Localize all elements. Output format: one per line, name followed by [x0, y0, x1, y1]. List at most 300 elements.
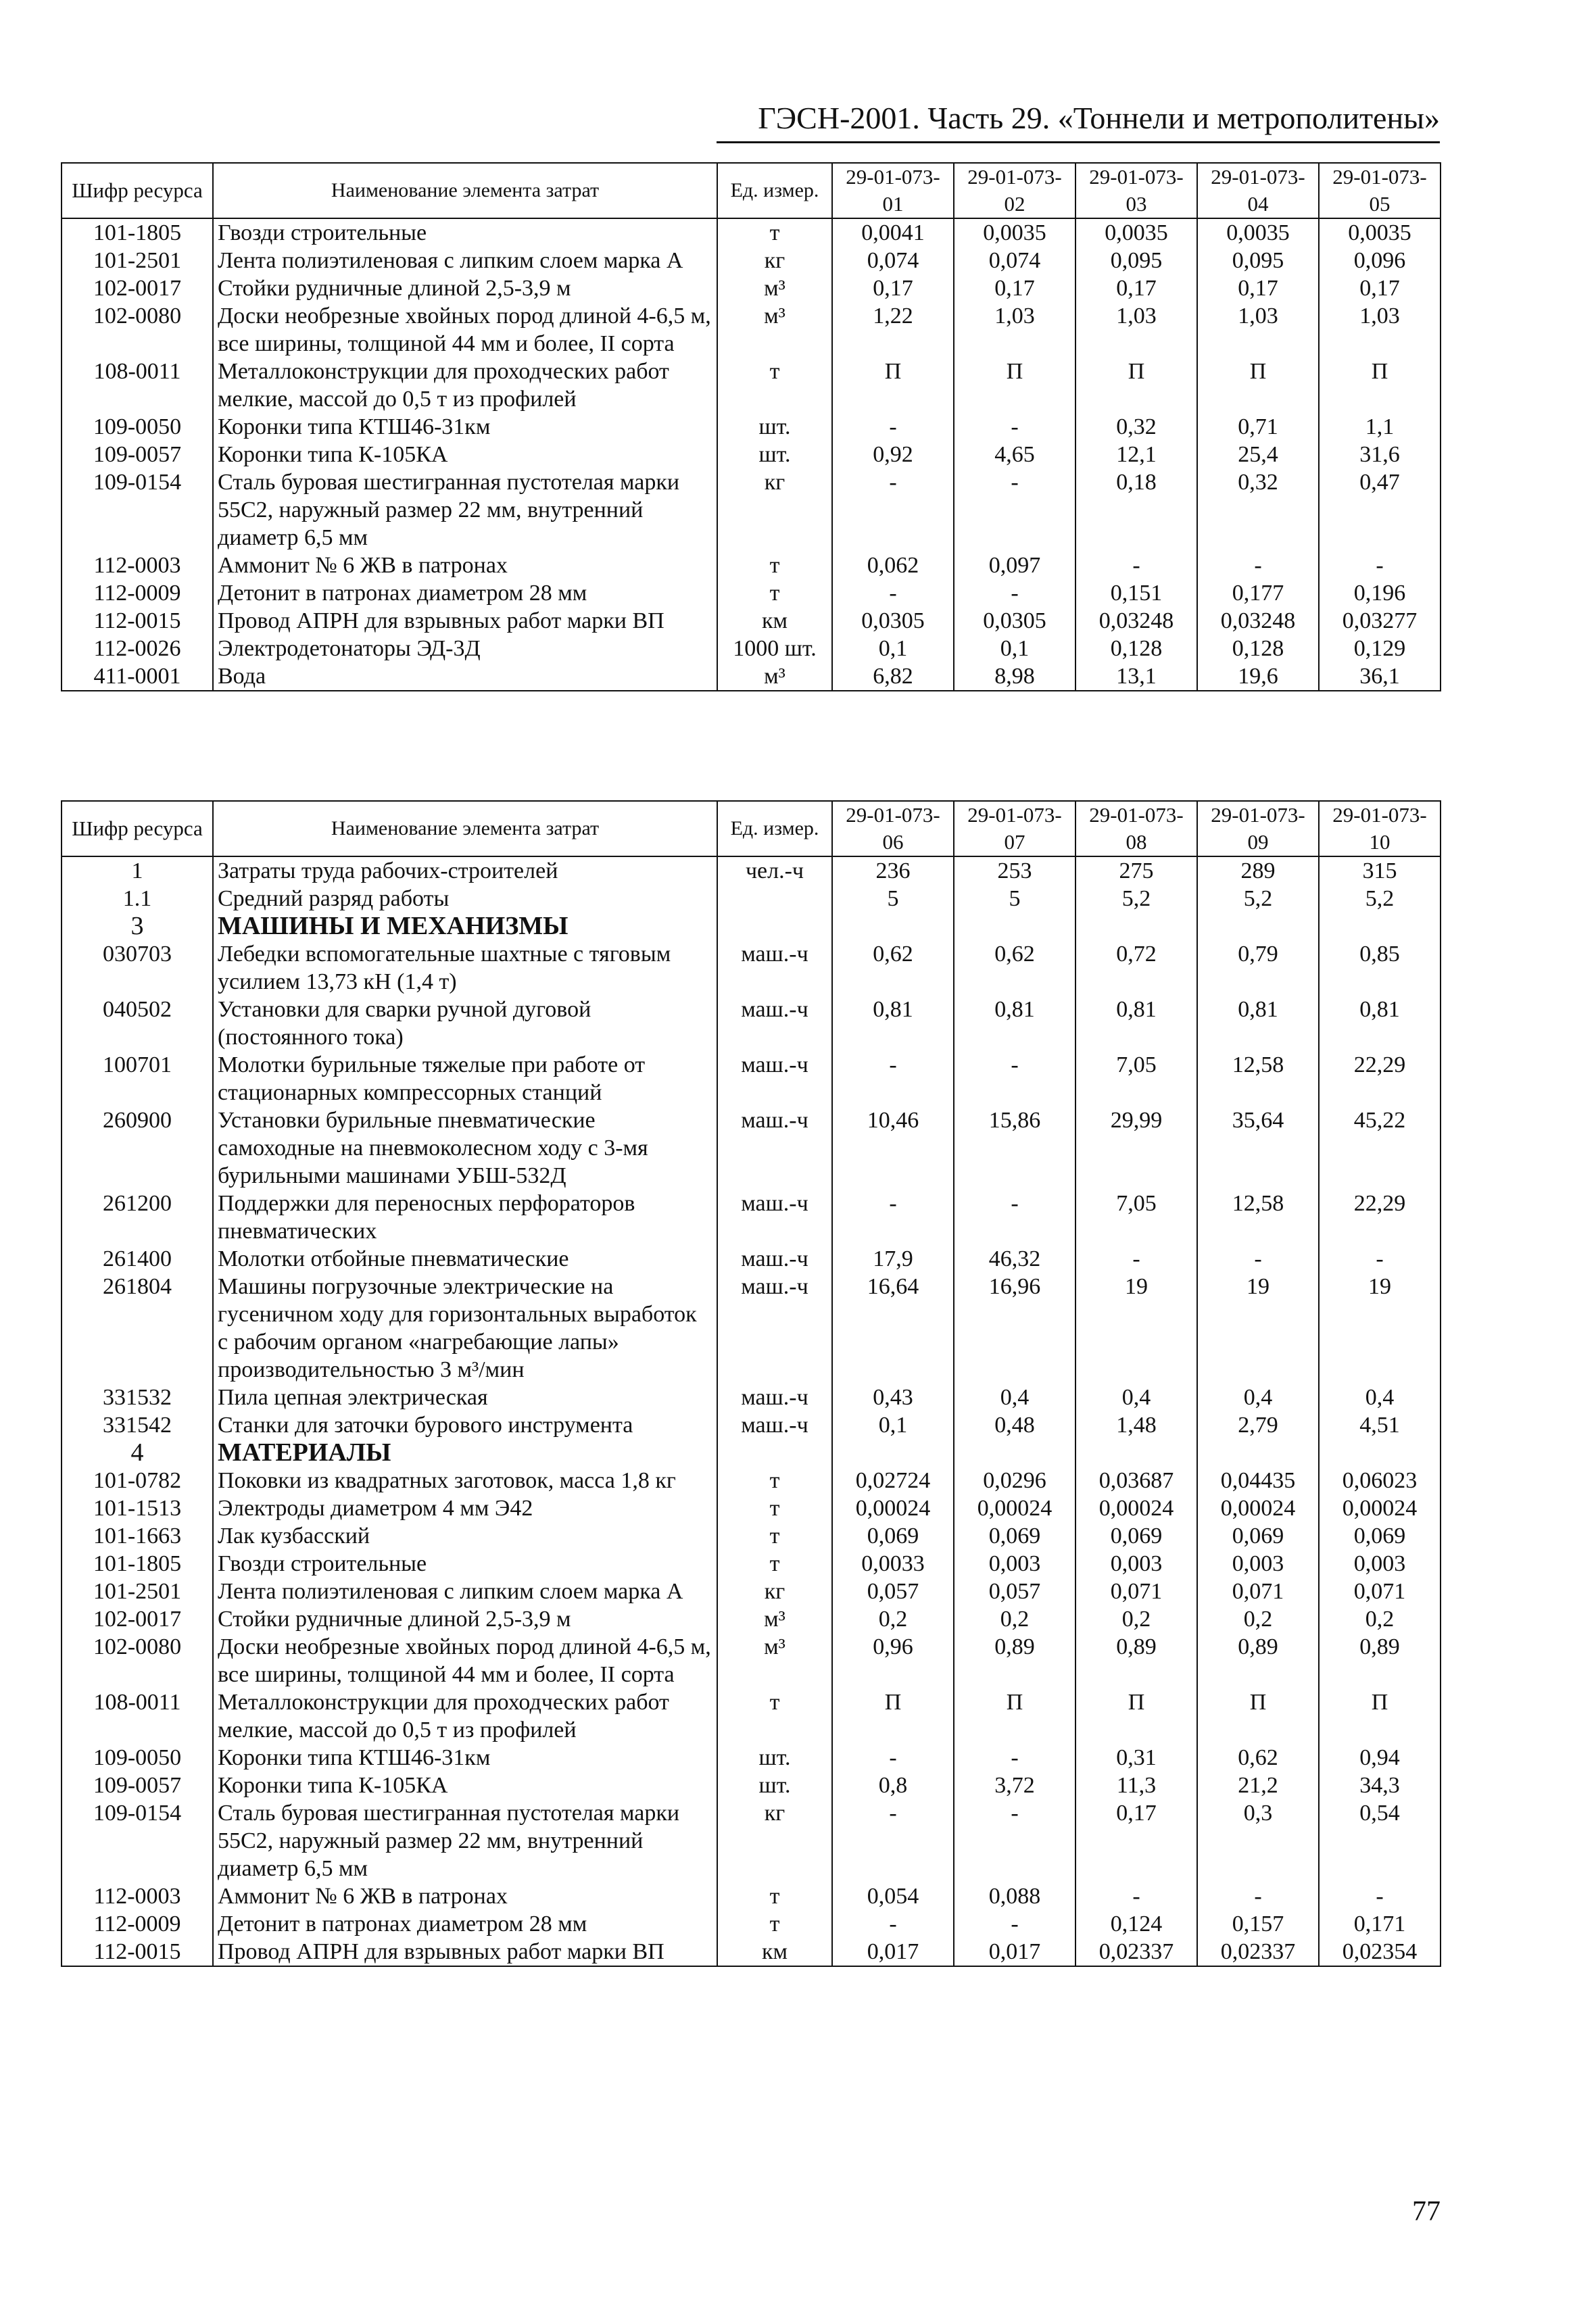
norm-value: - [1319, 552, 1441, 579]
norm-value: 0,79 [1197, 940, 1319, 996]
cost-element-name: МАТЕРИАЛЫ [213, 1439, 717, 1467]
norm-value: 0,94 [1319, 1744, 1441, 1772]
cost-element-name: Коронки типа К-105КА [213, 441, 717, 468]
norm-value: 0,017 [832, 1938, 954, 1966]
table-row [62, 1938, 1441, 1966]
unit-of-measure: м³ [717, 302, 832, 358]
cost-element-name: Средний разряд работы [213, 885, 717, 912]
unit-of-measure: т [717, 1688, 832, 1744]
norm-value: 0,171 [1319, 1910, 1441, 1938]
norm-value: 0,017 [954, 1938, 1075, 1966]
cost-element-name: Лента полиэтиленовая с липким слоем марка А [213, 247, 717, 274]
header-norm-code: 29-01-073-03 [1075, 163, 1197, 218]
unit-of-measure: т [717, 1910, 832, 1938]
unit-of-measure: т [717, 1882, 832, 1910]
norm-value: 0,8 [832, 1772, 954, 1799]
norm-value: 17,9 [832, 1245, 954, 1273]
resource-code: 261200 [62, 1190, 213, 1245]
norm-value: 0,62 [1197, 1744, 1319, 1772]
norm-value: - [832, 1190, 954, 1245]
norm-value: 0,32 [1075, 413, 1197, 441]
resource-code: 1.1 [62, 885, 213, 912]
cost-element-name: Молотки бурильные тяжелые при работе от стационарных компрессорных станций [213, 1051, 717, 1106]
norm-value: 253 [954, 856, 1075, 885]
norm-value: 25,4 [1197, 441, 1319, 468]
resource-code: 101-1513 [62, 1494, 213, 1522]
norm-value: 0,054 [832, 1882, 954, 1910]
norm-value: 1,48 [1075, 1411, 1197, 1439]
norm-value: П [1319, 358, 1441, 413]
table-row [62, 996, 1441, 1051]
cost-element-name: Коронки типа К-105КА [213, 1772, 717, 1799]
resource-code: 261400 [62, 1245, 213, 1273]
header-norm-code: 29-01-073-09 [1197, 801, 1319, 856]
resource-code: 101-1805 [62, 218, 213, 247]
resource-code: 3 [62, 912, 213, 940]
norm-value [1075, 1439, 1197, 1467]
norm-value: 0,02724 [832, 1467, 954, 1494]
cost-element-name: Лебедки вспомогательные шахтные с тяговым усилием 13,73 кН (1,4 т) [213, 940, 717, 996]
norm-value: 0,1 [832, 635, 954, 662]
norm-value: 0,0035 [954, 218, 1075, 247]
norm-value [954, 1439, 1075, 1467]
norm-value: 0,0041 [832, 218, 954, 247]
norm-value: - [832, 468, 954, 552]
norm-value: 0,03687 [1075, 1467, 1197, 1494]
cost-element-name: Провод АПРН для взрывных работ марки ВП [213, 607, 717, 635]
cost-element-name: Металлоконструкции для проходческих работ мелкие, массой до 0,5 т из профилей [213, 1688, 717, 1744]
norm-value: П [1075, 358, 1197, 413]
unit-of-measure: маш.-ч [717, 940, 832, 996]
header-resource-code: Шифр ресурса [62, 163, 213, 218]
norm-value: - [954, 1910, 1075, 1938]
table-row [62, 247, 1441, 274]
norm-value: 12,1 [1075, 441, 1197, 468]
norm-value: 7,05 [1075, 1051, 1197, 1106]
norm-value: 4,51 [1319, 1411, 1441, 1439]
table-row [62, 413, 1441, 441]
norm-value [1075, 912, 1197, 940]
resource-code: 109-0057 [62, 441, 213, 468]
norm-value: 0,1 [832, 1411, 954, 1439]
table-row [62, 1245, 1441, 1273]
unit-of-measure: т [717, 552, 832, 579]
norm-value: - [832, 1051, 954, 1106]
header-unit: Ед. измер. [717, 163, 832, 218]
norm-value: П [1075, 1688, 1197, 1744]
norm-value: 0,54 [1319, 1799, 1441, 1882]
cost-element-name: Коронки типа КТШ46-31км [213, 1744, 717, 1772]
unit-of-measure: кг [717, 468, 832, 552]
cost-element-name: Аммонит № 6 ЖВ в патронах [213, 1882, 717, 1910]
cost-element-name: Гвозди строительные [213, 1550, 717, 1578]
norm-value: 12,58 [1197, 1051, 1319, 1106]
norm-value: 0,32 [1197, 468, 1319, 552]
norm-value: 0,003 [1319, 1550, 1441, 1578]
table-row [62, 1605, 1441, 1633]
norm-value: - [1197, 1882, 1319, 1910]
cost-element-name: Стойки рудничные длиной 2,5-3,9 м [213, 1605, 717, 1633]
table-row [62, 579, 1441, 607]
resource-code: 102-0080 [62, 1633, 213, 1688]
header-norm-code: 29-01-073-05 [1319, 163, 1441, 218]
table-row [62, 662, 1441, 691]
cost-element-name: Провод АПРН для взрывных работ марки ВП [213, 1938, 717, 1966]
table-row [62, 468, 1441, 552]
norm-value: 1,03 [1075, 302, 1197, 358]
norm-value: 5 [832, 885, 954, 912]
resource-code: 109-0050 [62, 1744, 213, 1772]
unit-of-measure [717, 912, 832, 940]
norm-value: 0,003 [1197, 1550, 1319, 1578]
norm-value: 46,32 [954, 1245, 1075, 1273]
norm-value: 0,62 [954, 940, 1075, 996]
norm-value: - [1319, 1882, 1441, 1910]
resource-code: 040502 [62, 996, 213, 1051]
resource-code: 108-0011 [62, 1688, 213, 1744]
norm-value: 0,17 [1319, 274, 1441, 302]
norm-value: 289 [1197, 856, 1319, 885]
table-row [62, 1799, 1441, 1882]
resource-code: 112-0009 [62, 579, 213, 607]
cost-element-name: Вода [213, 662, 717, 691]
table-row [62, 1578, 1441, 1605]
norm-value: 5,2 [1319, 885, 1441, 912]
norm-value: 0,89 [1319, 1633, 1441, 1688]
table-row [62, 1411, 1441, 1439]
table-row [62, 1633, 1441, 1688]
norm-value: 22,29 [1319, 1190, 1441, 1245]
cost-element-name: Сталь буровая шестигранная пустотелая марки 55С2, наружный размер 22 мм, внутренний диаметр 6,5 мм [213, 1799, 717, 1882]
header-unit: Ед. измер. [717, 801, 832, 856]
norm-value: 0,17 [1075, 274, 1197, 302]
norm-value [1319, 912, 1441, 940]
unit-of-measure: т [717, 1467, 832, 1494]
unit-of-measure: кг [717, 1578, 832, 1605]
cost-element-name: МАШИНЫ И МЕХАНИЗМЫ [213, 912, 717, 940]
norm-value: 0,062 [832, 552, 954, 579]
norm-value: 13,1 [1075, 662, 1197, 691]
norm-value: 0,89 [1197, 1633, 1319, 1688]
resource-code: 331532 [62, 1384, 213, 1411]
resource-code: 4 [62, 1439, 213, 1467]
norm-value: 0,04435 [1197, 1467, 1319, 1494]
resource-code: 101-0782 [62, 1467, 213, 1494]
norm-value: 16,64 [832, 1273, 954, 1384]
table-row [62, 1522, 1441, 1550]
norm-value: 19 [1197, 1273, 1319, 1384]
table-row [62, 607, 1441, 635]
unit-of-measure: т [717, 218, 832, 247]
unit-of-measure: шт. [717, 1744, 832, 1772]
resource-table-2 [61, 800, 1441, 1967]
norm-value: 0,4 [1197, 1384, 1319, 1411]
norm-value: 1,22 [832, 302, 954, 358]
resource-code: 108-0011 [62, 358, 213, 413]
resource-code: 331542 [62, 1411, 213, 1439]
norm-value: 29,99 [1075, 1106, 1197, 1190]
resource-code: 112-0009 [62, 1910, 213, 1938]
table-row [62, 1882, 1441, 1910]
header-norm-code: 29-01-073-10 [1319, 801, 1441, 856]
table-row [62, 274, 1441, 302]
norm-value: 0,151 [1075, 579, 1197, 607]
norm-value: - [1197, 552, 1319, 579]
cost-element-name: Электродетонаторы ЭД-3Д [213, 635, 717, 662]
resource-code: 1 [62, 856, 213, 885]
cost-element-name: Поддержки для переносных перфораторов пневматических [213, 1190, 717, 1245]
header-norm-code: 29-01-073-08 [1075, 801, 1197, 856]
norm-value: 0,18 [1075, 468, 1197, 552]
table-row [62, 885, 1441, 912]
norm-value: 0,074 [832, 247, 954, 274]
resource-code: 261804 [62, 1273, 213, 1384]
norm-value: П [832, 1688, 954, 1744]
page-header: ГЭСН-2001. Часть 29. «Тоннели и метрополитены» [717, 101, 1440, 143]
norm-value: 0,071 [1319, 1578, 1441, 1605]
cost-element-name: Стойки рудничные длиной 2,5-3,9 м [213, 274, 717, 302]
unit-of-measure: т [717, 358, 832, 413]
resource-code: 112-0003 [62, 1882, 213, 1910]
page-number: 77 [1412, 2196, 1441, 2227]
table-header-row [62, 163, 1441, 218]
section-row [62, 912, 1441, 940]
norm-value: 0,00024 [832, 1494, 954, 1522]
header-norm-code: 29-01-073-02 [954, 163, 1075, 218]
norm-value: 0,069 [1197, 1522, 1319, 1550]
norm-value: 0,057 [954, 1578, 1075, 1605]
resource-code: 101-1805 [62, 1550, 213, 1578]
resource-table-1 [61, 162, 1441, 691]
norm-value: П [1197, 1688, 1319, 1744]
table-row [62, 302, 1441, 358]
header-norm-code: 29-01-073-01 [832, 163, 954, 218]
norm-value: 1,03 [1319, 302, 1441, 358]
norm-value: 0,2 [954, 1605, 1075, 1633]
norm-value: 0,0305 [954, 607, 1075, 635]
cost-element-name: Доски необрезные хвойных пород длиной 4-6,5 м, все ширины, толщиной 44 мм и более, II сорта [213, 1633, 717, 1688]
norm-value: 0,128 [1075, 635, 1197, 662]
unit-of-measure: м³ [717, 1605, 832, 1633]
norm-value: 22,29 [1319, 1051, 1441, 1106]
norm-value [832, 912, 954, 940]
unit-of-measure: кг [717, 247, 832, 274]
unit-of-measure: маш.-ч [717, 1245, 832, 1273]
norm-value: 0,03277 [1319, 607, 1441, 635]
norm-value: 0,069 [1075, 1522, 1197, 1550]
unit-of-measure: шт. [717, 441, 832, 468]
norm-value: - [954, 468, 1075, 552]
norm-value: 0,4 [1319, 1384, 1441, 1411]
unit-of-measure: маш.-ч [717, 1051, 832, 1106]
resource-code: 102-0080 [62, 302, 213, 358]
norm-value: 1,03 [954, 302, 1075, 358]
norm-value: 0,17 [1075, 1799, 1197, 1882]
norm-value: 0,2 [1319, 1605, 1441, 1633]
cost-element-name: Детонит в патронах диаметром 28 мм [213, 579, 717, 607]
norm-value: 0,071 [1075, 1578, 1197, 1605]
norm-value: 0,89 [954, 1633, 1075, 1688]
norm-value: 4,65 [954, 441, 1075, 468]
norm-value: 31,6 [1319, 441, 1441, 468]
norm-value: 15,86 [954, 1106, 1075, 1190]
unit-of-measure: маш.-ч [717, 1384, 832, 1411]
norm-value: 0,0035 [1319, 218, 1441, 247]
norm-value [832, 1439, 954, 1467]
norm-value: 0,03248 [1075, 607, 1197, 635]
norm-value: 0,4 [954, 1384, 1075, 1411]
unit-of-measure: т [717, 1522, 832, 1550]
table-row [62, 218, 1441, 247]
table-row [62, 1688, 1441, 1744]
norm-value: 0,43 [832, 1384, 954, 1411]
norm-value: 12,58 [1197, 1190, 1319, 1245]
norm-value: 0,129 [1319, 635, 1441, 662]
table-row [62, 940, 1441, 996]
norm-value: 45,22 [1319, 1106, 1441, 1190]
cost-element-name: Машины погрузочные электрические на гусеничном ходу для горизонтальных выработок с рабочим органом «нагребающие лапы» производительностью 3 м³/мин [213, 1273, 717, 1384]
norm-value: 0,069 [954, 1522, 1075, 1550]
cost-element-name: Затраты труда рабочих-строителей [213, 856, 717, 885]
norm-value: П [954, 358, 1075, 413]
header-norm-code: 29-01-073-06 [832, 801, 954, 856]
norm-value: 0,088 [954, 1882, 1075, 1910]
norm-value: 275 [1075, 856, 1197, 885]
norm-value: 0,92 [832, 441, 954, 468]
norm-value: 0,0033 [832, 1550, 954, 1578]
norm-value: П [1197, 358, 1319, 413]
norm-value: 19 [1075, 1273, 1197, 1384]
norm-value [954, 912, 1075, 940]
cost-element-name: Поковки из квадратных заготовок, масса 1,8 кг [213, 1467, 717, 1494]
unit-of-measure: 1000 шт. [717, 635, 832, 662]
norm-value: П [832, 358, 954, 413]
norm-value: 5,2 [1197, 885, 1319, 912]
norm-value: 36,1 [1319, 662, 1441, 691]
norm-value: 0,89 [1075, 1633, 1197, 1688]
norm-value: 0,85 [1319, 940, 1441, 996]
norm-value: 0,071 [1197, 1578, 1319, 1605]
cost-element-name: Лента полиэтиленовая с липким слоем марка А [213, 1578, 717, 1605]
unit-of-measure: маш.-ч [717, 996, 832, 1051]
norm-value: 0,0035 [1197, 218, 1319, 247]
norm-value: 0,81 [1319, 996, 1441, 1051]
norm-value: 0,71 [1197, 413, 1319, 441]
norm-value: П [954, 1688, 1075, 1744]
unit-of-measure: кг [717, 1799, 832, 1882]
table-row [62, 856, 1441, 885]
table-row [62, 358, 1441, 413]
norm-value [1197, 912, 1319, 940]
unit-of-measure: км [717, 607, 832, 635]
header-norm-code: 29-01-073-04 [1197, 163, 1319, 218]
norm-value: 0,003 [954, 1550, 1075, 1578]
norm-value: - [954, 413, 1075, 441]
norm-value: 0,62 [832, 940, 954, 996]
unit-of-measure: маш.-ч [717, 1106, 832, 1190]
norm-value: П [1319, 1688, 1441, 1744]
cost-element-name: Электроды диаметром 4 мм Э42 [213, 1494, 717, 1522]
norm-value: 0,02337 [1197, 1938, 1319, 1966]
cost-element-name: Пила цепная электрическая [213, 1384, 717, 1411]
norm-value: 19,6 [1197, 662, 1319, 691]
norm-value [1319, 1439, 1441, 1467]
norm-value: 0,17 [1197, 274, 1319, 302]
resource-code: 112-0015 [62, 607, 213, 635]
table-header-row [62, 801, 1441, 856]
norm-value: 0,48 [954, 1411, 1075, 1439]
norm-value: 0,097 [954, 552, 1075, 579]
section-row [62, 1439, 1441, 1467]
norm-value: - [954, 579, 1075, 607]
unit-of-measure: м³ [717, 274, 832, 302]
table-row [62, 1772, 1441, 1799]
unit-of-measure: маш.-ч [717, 1273, 832, 1384]
norm-value: 0,069 [832, 1522, 954, 1550]
resource-code: 102-0017 [62, 274, 213, 302]
norm-value: 21,2 [1197, 1772, 1319, 1799]
table-row [62, 1744, 1441, 1772]
unit-of-measure: маш.-ч [717, 1190, 832, 1245]
norm-value: 34,3 [1319, 1772, 1441, 1799]
unit-of-measure: т [717, 1494, 832, 1522]
norm-value: - [1197, 1245, 1319, 1273]
norm-value: 0,003 [1075, 1550, 1197, 1578]
norm-value: 0,02337 [1075, 1938, 1197, 1966]
norm-value: 0,00024 [1319, 1494, 1441, 1522]
norm-value: 0,17 [832, 274, 954, 302]
cost-element-name: Доски необрезные хвойных пород длиной 4-6,5 м, все ширины, толщиной 44 мм и более, II сорта [213, 302, 717, 358]
norm-value: 8,98 [954, 662, 1075, 691]
unit-of-measure: м³ [717, 1633, 832, 1688]
norm-value: 0,17 [954, 274, 1075, 302]
norm-value [1197, 1439, 1319, 1467]
cost-element-name: Металлоконструкции для проходческих работ мелкие, массой до 0,5 т из профилей [213, 358, 717, 413]
norm-value: 0,00024 [1075, 1494, 1197, 1522]
norm-value: 0,128 [1197, 635, 1319, 662]
norm-value: 0,81 [1197, 996, 1319, 1051]
cost-element-name: Лак кузбасский [213, 1522, 717, 1550]
unit-of-measure: шт. [717, 1772, 832, 1799]
norm-value: 0,0305 [832, 607, 954, 635]
table-row [62, 441, 1441, 468]
norm-value: 5,2 [1075, 885, 1197, 912]
norm-value: 0,2 [832, 1605, 954, 1633]
norm-value: 0,3 [1197, 1799, 1319, 1882]
norm-value: 0,2 [1197, 1605, 1319, 1633]
norm-value: - [832, 579, 954, 607]
table-row [62, 1550, 1441, 1578]
norm-value: 0,069 [1319, 1522, 1441, 1550]
resource-code: 101-2501 [62, 247, 213, 274]
resource-code: 112-0015 [62, 1938, 213, 1966]
norm-value: 0,31 [1075, 1744, 1197, 1772]
norm-value: - [954, 1744, 1075, 1772]
cost-element-name: Коронки типа КТШ46-31км [213, 413, 717, 441]
norm-value: 2,79 [1197, 1411, 1319, 1439]
norm-value: 0,095 [1075, 247, 1197, 274]
norm-value: - [832, 1910, 954, 1938]
norm-value: - [1075, 1882, 1197, 1910]
unit-of-measure [717, 1439, 832, 1467]
norm-value: 0,196 [1319, 579, 1441, 607]
norm-value: 10,46 [832, 1106, 954, 1190]
header-cost-element: Наименование элемента затрат [213, 163, 717, 218]
norm-value: 0,124 [1075, 1910, 1197, 1938]
cost-element-name: Молотки отбойные пневматические [213, 1245, 717, 1273]
resource-code: 030703 [62, 940, 213, 996]
unit-of-measure: чел.-ч [717, 856, 832, 885]
